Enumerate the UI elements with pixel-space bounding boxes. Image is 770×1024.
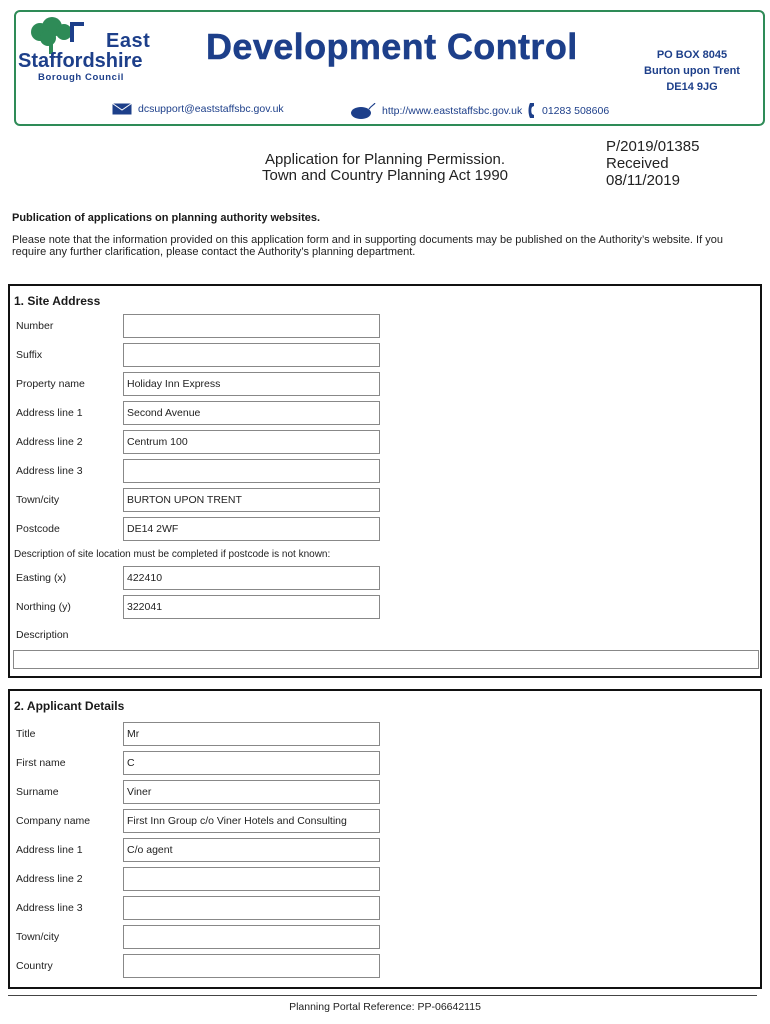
field-label: Country — [16, 960, 53, 972]
form-row-address-line-1 — [10, 838, 760, 864]
suffix-field[interactable] — [123, 343, 380, 367]
logo-staffordshire: Staffordshire — [18, 50, 143, 72]
address-line-1-field[interactable]: Second Avenue — [123, 401, 380, 425]
mouse-icon — [350, 103, 376, 119]
form-row-town-city — [10, 488, 760, 514]
field-label: Suffix — [16, 349, 43, 361]
description-field[interactable] — [13, 650, 759, 669]
form-row-easting — [10, 566, 760, 592]
site-address-section — [8, 284, 762, 678]
letterhead — [14, 10, 765, 126]
location-note: Description of site location must be completed if postcode is not known: — [14, 549, 331, 560]
description-label: Description — [16, 629, 69, 641]
applicant-details-section — [8, 689, 762, 989]
field-label: Address line 1 — [16, 844, 83, 856]
address-line-3-field[interactable] — [123, 459, 380, 483]
form-row-first-name — [10, 751, 760, 777]
form-row-town-city — [10, 925, 760, 951]
field-label: Town/city — [16, 494, 60, 506]
field-label: Postcode — [16, 523, 60, 535]
envelope-icon — [112, 103, 132, 115]
field-label: Company name — [16, 815, 91, 827]
field-label: Address line 2 — [16, 873, 83, 885]
field-label: Title — [16, 728, 36, 740]
page-title: Development Control — [206, 26, 578, 67]
application-title-line1: Application for Planning Permission. — [264, 151, 506, 168]
form-row-property-name — [10, 372, 760, 398]
application-title-line2: Town and Country Planning Act 1990 — [262, 167, 508, 184]
council-logo — [18, 16, 174, 88]
address-line: DE14 9JG — [666, 81, 718, 93]
postcode-field[interactable]: DE14 2WF — [123, 517, 380, 541]
application-reference-block — [606, 138, 699, 189]
postal-address — [636, 47, 748, 95]
address-line: PO BOX 8045 — [656, 49, 728, 61]
form-row-company-name — [10, 809, 760, 835]
address-line-1-field[interactable]: C/o agent — [123, 838, 380, 862]
application-reference: P/2019/01385 — [606, 138, 700, 155]
address-line-2-field[interactable]: Centrum 100 — [123, 430, 380, 454]
application-status: Received — [606, 155, 669, 172]
form-row-number — [10, 314, 760, 340]
form-row-address-line-1 — [10, 401, 760, 427]
section-title: 1. Site Address — [14, 294, 101, 308]
field-label: Address line 3 — [16, 465, 83, 477]
town-city-field[interactable]: BURTON UPON TRENT — [123, 488, 380, 512]
country-field[interactable] — [123, 954, 380, 978]
number-field[interactable] — [123, 314, 380, 338]
contact-phone — [528, 103, 609, 118]
field-label: Surname — [16, 786, 59, 798]
title-field[interactable]: Mr — [123, 722, 380, 746]
field-label: Town/city — [16, 931, 60, 943]
application-date: 08/11/2019 — [606, 172, 680, 189]
portal-reference: Planning Portal Reference: PP-06642115 — [289, 1001, 481, 1013]
surname-field[interactable]: Viner — [123, 780, 380, 804]
field-label: Property name — [16, 378, 85, 390]
phone-icon — [528, 103, 536, 118]
field-label: Address line 1 — [16, 407, 83, 419]
website-link[interactable]: http://www.eaststaffsbc.gov.uk — [382, 105, 523, 117]
form-row-country — [10, 954, 760, 980]
application-title — [240, 152, 530, 184]
field-label: Address line 2 — [16, 436, 83, 448]
property-name-field[interactable]: Holiday Inn Express — [123, 372, 380, 396]
address-line-2-field[interactable] — [123, 867, 380, 891]
form-row-address-line-3 — [10, 896, 760, 922]
field-label: Address line 3 — [16, 902, 83, 914]
form-row-address-line-2 — [10, 430, 760, 456]
phone-number: 01283 508606 — [542, 104, 610, 117]
northing-field[interactable]: 322041 — [123, 595, 380, 619]
company-name-field[interactable]: First Inn Group c/o Viner Hotels and Consulting — [123, 809, 380, 833]
email-link[interactable]: dcsupport@eaststaffsbc.gov.uk — [138, 103, 284, 115]
logo-borough-council: Borough Council — [38, 72, 125, 83]
form-row-northing — [10, 595, 760, 621]
publication-heading: Publication of applications on planning authority websites. — [12, 212, 321, 224]
address-line-3-field[interactable] — [123, 896, 380, 920]
form-row-address-line-3 — [10, 459, 760, 485]
contact-website — [350, 103, 522, 119]
first-name-field[interactable]: C — [123, 751, 380, 775]
town-city-field[interactable] — [123, 925, 380, 949]
easting-field[interactable]: 422410 — [123, 566, 380, 590]
form-row-postcode — [10, 517, 760, 543]
publication-notice: Please note that the information provided on this application form and in supporting documents may be published on the Authority’s website. If you require any further clarification, please contact the Authority’s planning department. — [12, 234, 723, 258]
form-row-suffix — [10, 343, 760, 369]
form-row-surname — [10, 780, 760, 806]
field-label: Northing (y) — [16, 601, 71, 613]
field-label: Number — [16, 320, 54, 332]
logo-east: East — [106, 30, 151, 52]
field-label: First name — [16, 757, 66, 769]
field-label: Easting (x) — [16, 572, 67, 584]
form-row-address-line-2 — [10, 867, 760, 893]
footer-divider — [8, 995, 757, 996]
form-row-title — [10, 722, 760, 748]
section-title: 2. Applicant Details — [14, 699, 125, 713]
contact-email — [112, 103, 284, 115]
address-line: Burton upon Trent — [644, 65, 740, 77]
